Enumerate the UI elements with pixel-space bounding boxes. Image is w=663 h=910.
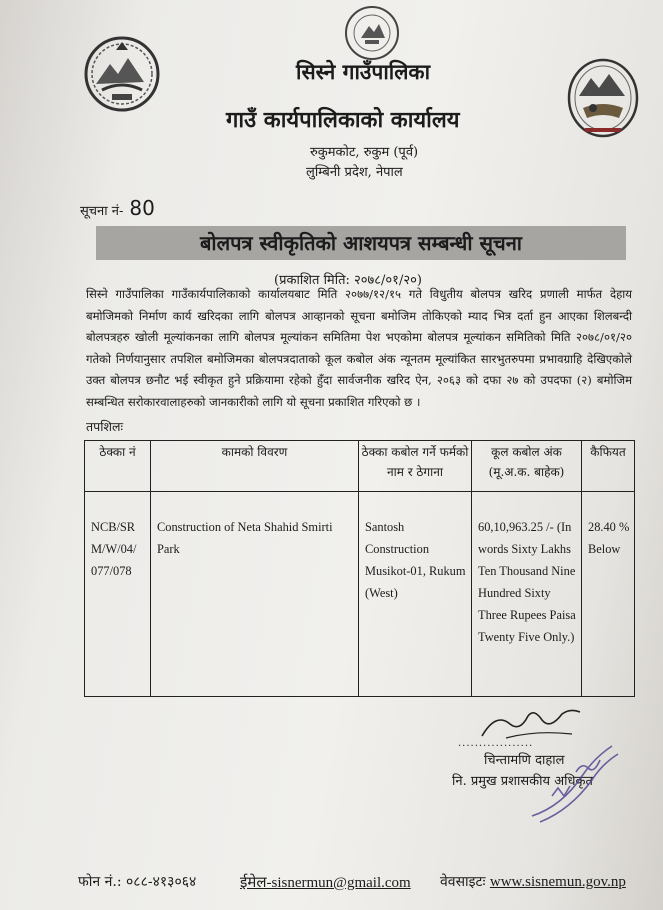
cell-contract-no: NCB/SR M/W/04/ 077/078 [85, 492, 151, 697]
municipality-seal [343, 4, 401, 62]
nepal-emblem-logo [82, 34, 162, 114]
header-amount: कूल कबोल अंक (मू.अ.क. बाहेक) [472, 441, 582, 492]
notice-title: बोलपत्र स्वीकृतिको आशयपत्र सम्बन्धी सूचना [96, 226, 626, 260]
notice-body: सिस्ने गाउँपालिका गाउँकार्यपालिकाको कार्यालयबाट मिति २०७७/१२/१५ गते विधुतीय बोलपत्र खरिद प्रणाली मार्फत देहाय बमोजिमको निर्माण कार्य खरिदका लागि बोलपत्र आव्हानको सूचना बमोजिम तोकिएको म्याद भित्र दर्ता हुन आएका शिलबन्दी बोलपत्रहरु खोली मूल्यांकनका लागि बोलपत्र मूल्यांकन समितिमा पेश भएकोमा बोलपत्र मूल्यांकन समितिको मिति २०७८/०१/२० गतेको निर्णयानुसार तपशिल बमोजिमका बोलपत्रदाताको कूल कबोल अंक न्यूनतम मूल्यांकित सारभुतरुपमा प्रभावग्राहि देखिएकोले उक्त बोलपत्र छनौट भई स्वीकृत हुने प्रक्रियामा रहेको हुँदा सार्वजनीक खरिद ऐन, २०६३ को दफा २७ को उपदफा (२) बमोजिम सम्बन्धित सरोकारवालाहरुको जानकारीको लागि यो सूचना प्रकाशित गरिएको छ । [86, 287, 632, 409]
footer-phone: फोन नं.: ०८८-४१३०६४ [78, 874, 197, 890]
notice-number [80, 196, 155, 220]
notice-number-value: 80 [129, 196, 155, 220]
contract-table [84, 440, 635, 697]
header-firm: ठेक्का कबोल गर्ने फर्मको नाम र ठेगाना [359, 441, 472, 492]
footer-website [440, 872, 626, 891]
email-link[interactable]: ईमेल-sisnermun@gmail.com [240, 875, 411, 891]
cell-amount: 60,10,963.25 /- (In words Sixty Lakhs Ten Thousand Nine Hundred Sixty Three Rupees Paisa Twenty Five Only.) [472, 492, 582, 697]
signatory-title: नि. प्रमुख प्रशासकीय अधिकृत [452, 774, 593, 789]
header-contract-no: ठेक्का नं [85, 441, 151, 492]
organization-name: सिस्ने गाउँपालिका [296, 59, 431, 84]
address-line-2: लुम्बिनी प्रदेश, नेपाल [306, 165, 403, 180]
cell-firm: Santosh Construction Musikot-01, Rukum (West) [359, 492, 472, 697]
table-row [85, 492, 635, 697]
published-date: (प्रकाशित मिति: २०७८/०१/२०) [274, 273, 422, 288]
website-link[interactable]: www.sisnemun.gov.np [489, 874, 626, 890]
cell-remarks: 28.40 % Below [582, 492, 635, 697]
table-header-row [85, 441, 635, 492]
header-remarks: कैफियत [582, 441, 635, 492]
address-line-1: रुकुमकोट, रुकुम (पूर्व) [310, 145, 419, 160]
rural-municipality-logo [565, 56, 641, 140]
footer-email [240, 872, 411, 892]
header-description: कामको विवरण [151, 441, 359, 492]
signatory-name: चिन्तामणि दाहाल [484, 753, 565, 768]
details-label: तपशिलः [86, 419, 123, 434]
official-stamp [522, 736, 622, 826]
signature-dots: .................. [458, 738, 534, 749]
notice-number-label: सूचना नं- [80, 204, 124, 219]
website-label: वेवसाइटः [440, 874, 486, 890]
cell-description: Construction of Neta Shahid Smirti Park [151, 492, 359, 697]
office-name: गाउँ कार्यपालिकाको कार्यालय [226, 107, 460, 133]
